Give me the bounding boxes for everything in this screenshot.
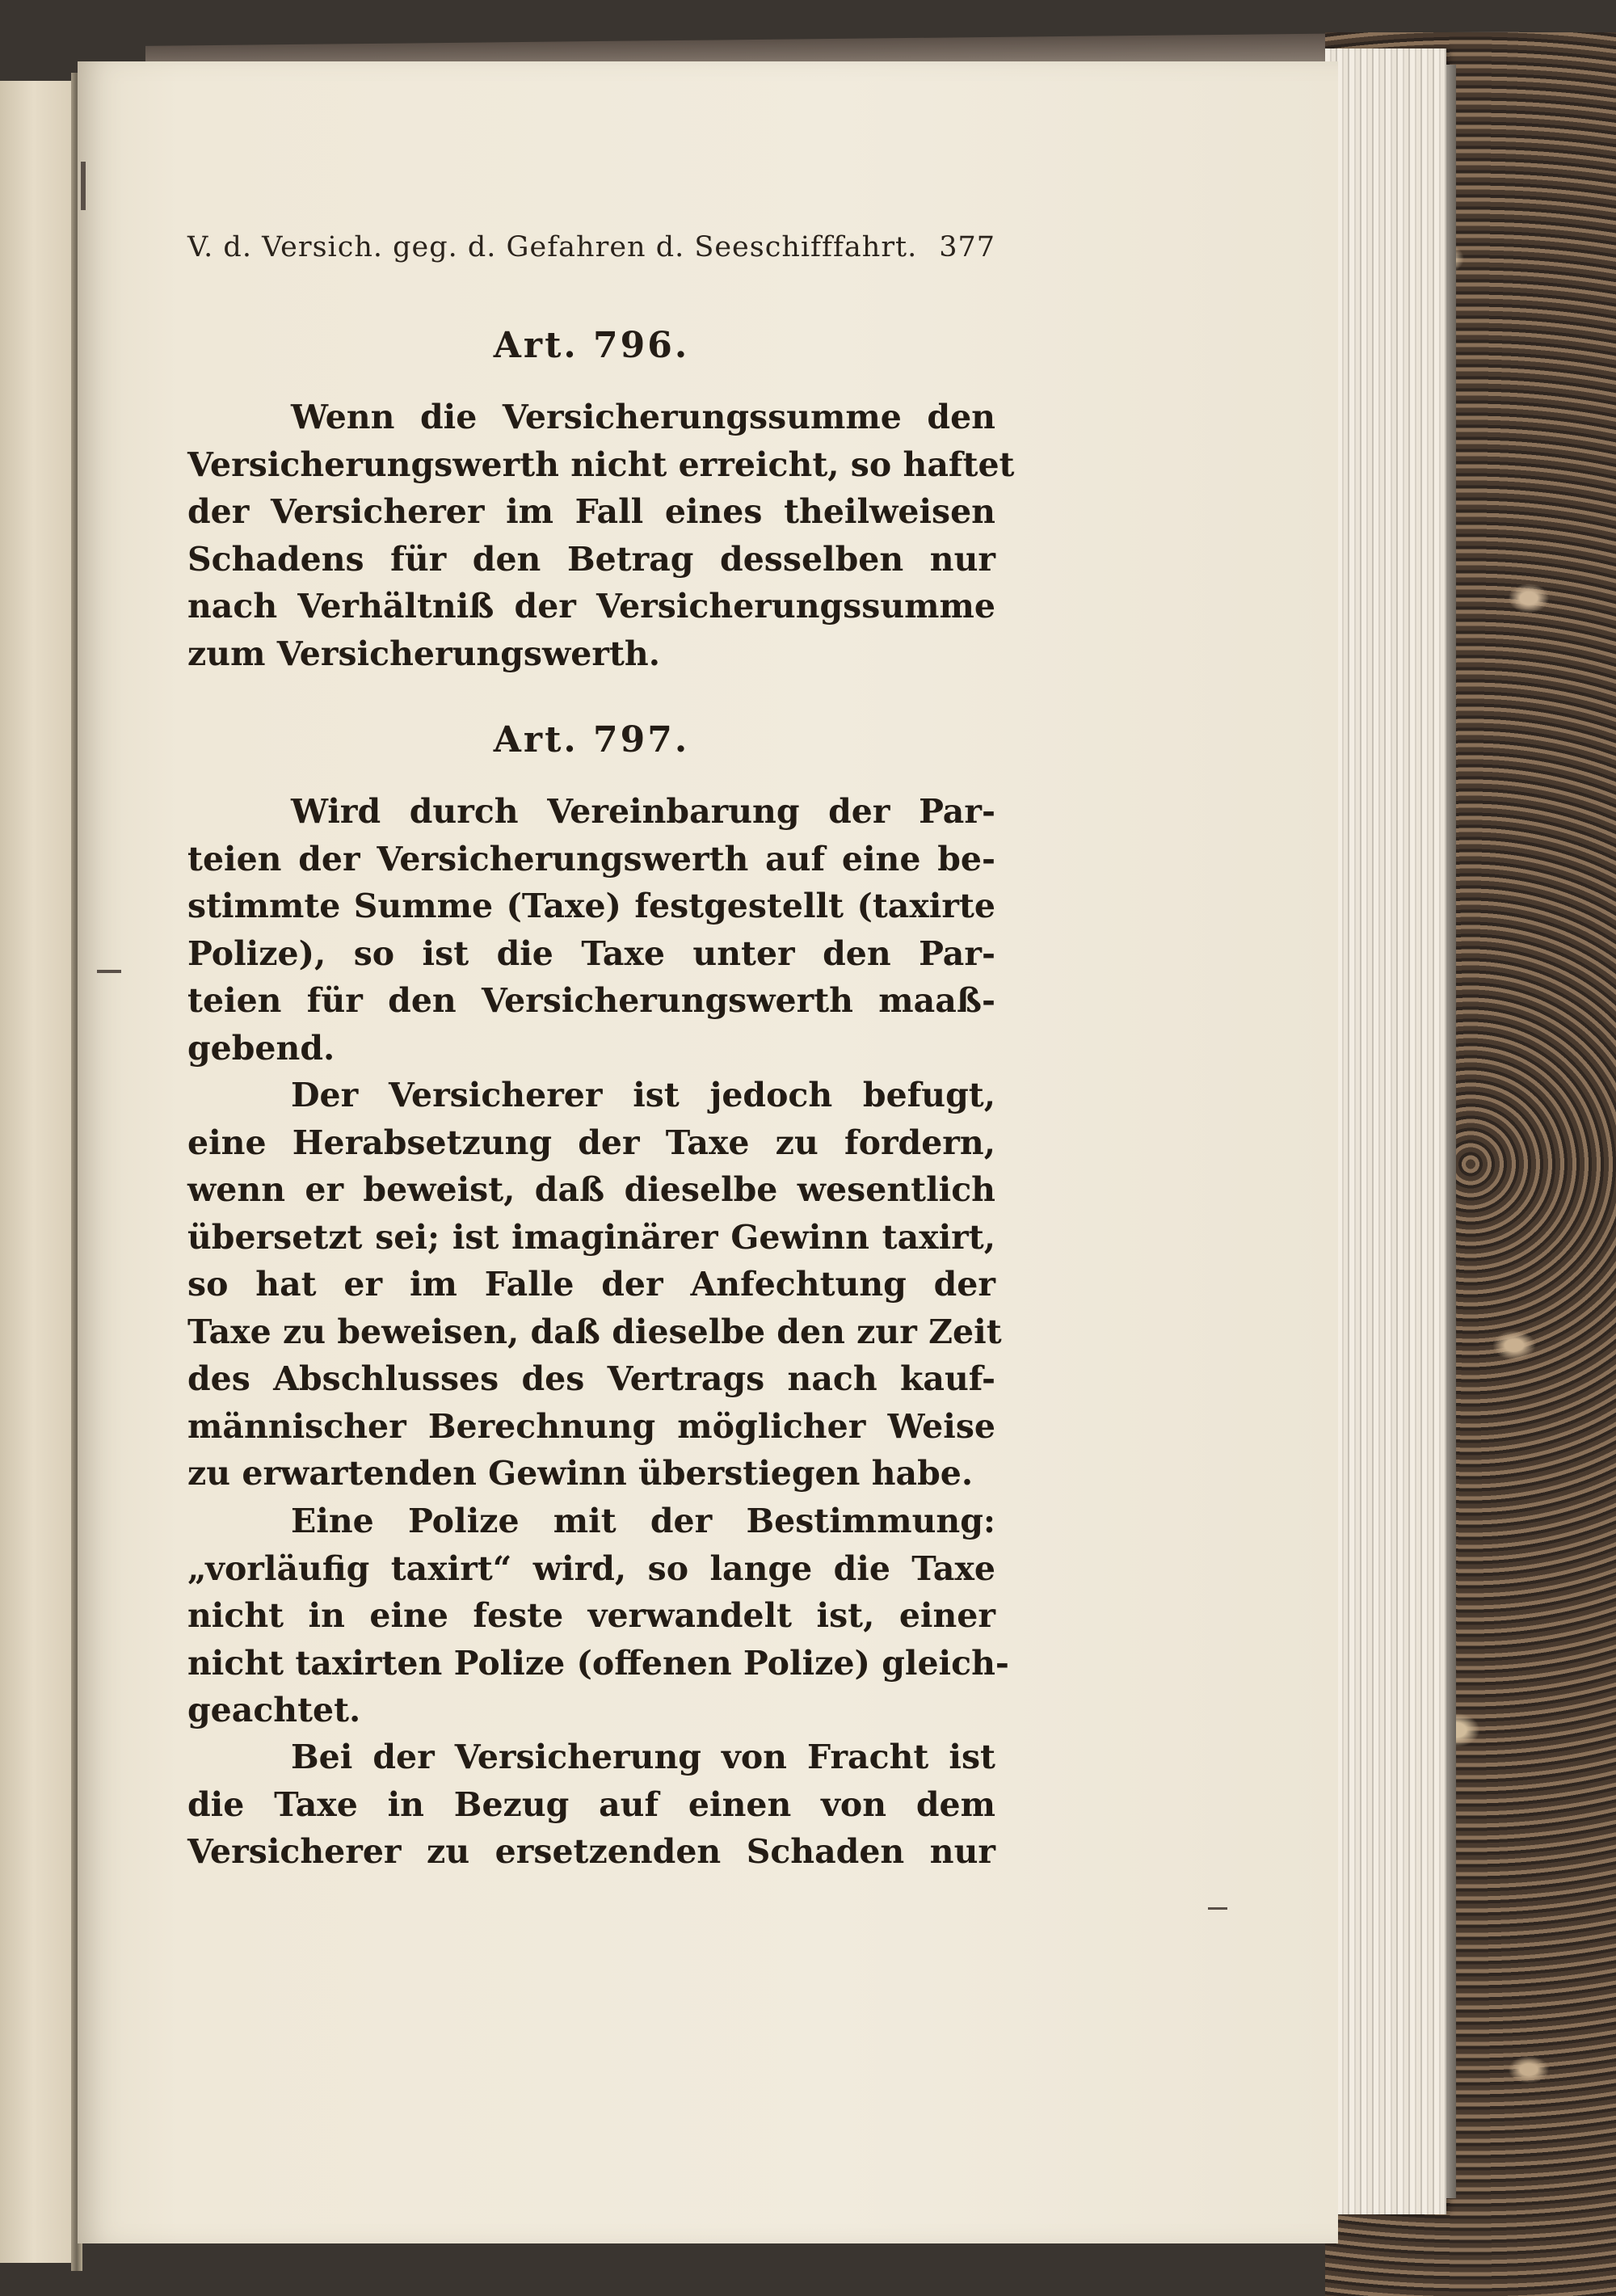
article-796-heading: Art. 796. <box>493 325 690 366</box>
text-line: gebend. <box>187 1028 335 1068</box>
text-line: Der Versicherer ist jedoch befugt, <box>291 1076 995 1114</box>
text-line: Versicherer zu ersetzenden Schaden nur <box>187 1832 995 1871</box>
article-797-heading: Art. 797. <box>493 719 690 760</box>
article-797-paragraph-2 <box>187 1072 1002 1498</box>
text-line: geachtet. <box>187 1691 361 1729</box>
text-line: Eine Polize mit der Bestimmung: <box>291 1502 995 1540</box>
page-number: 377 <box>939 231 995 263</box>
text-line: eine Herabsetzung der Taxe zu fordern, <box>187 1123 995 1162</box>
text-line: Wird durch Vereinbarung der Par- <box>291 792 995 831</box>
text-line: so hat er im Falle der Anfechtung der <box>187 1265 995 1304</box>
margin-mark <box>97 970 121 973</box>
article-797-paragraph-3 <box>187 1498 1009 1734</box>
text-line: des Abschlusses des Vertrags nach kauf- <box>187 1359 995 1398</box>
text-line: die Taxe in Bezug auf einen von dem <box>187 1784 995 1824</box>
article-797-paragraph-4 <box>187 1734 995 1876</box>
text-line: Schadens für den Betrag desselben nur <box>187 539 995 579</box>
article-797-paragraph-1 <box>187 788 995 1072</box>
text-line: Wenn die Versicherungssumme den <box>291 398 995 436</box>
text-line: teien der Versicherungswerth auf eine be- <box>187 839 995 878</box>
running-head-title: V. d. Versich. geg. d. Gefahren d. Seeschifffahrt. <box>187 231 918 263</box>
text-line: „vorläufig taxirt“ wird, so lange die Taxe <box>187 1548 995 1588</box>
text-line: nach Verhältniß der Versicherungssumme <box>187 587 995 626</box>
text-line: übersetzt sei; ist imaginärer Gewinn taxirt, <box>187 1217 995 1257</box>
text-line: stimmte Summe (Taxe) festgestellt (taxirte <box>187 887 995 925</box>
article-796-paragraph-1 <box>187 394 1015 677</box>
text-line: nicht in eine feste verwandelt ist, einer <box>187 1596 995 1635</box>
text-line: teien für den Versicherungswerth maaß- <box>187 981 995 1020</box>
margin-mark <box>1208 1907 1227 1910</box>
margin-mark <box>81 162 86 210</box>
text-line: nicht taxirten Polize (offenen Polize) gleich- <box>187 1643 1009 1683</box>
previous-page-edge <box>0 81 74 2263</box>
text-line: Taxe zu beweisen, daß dieselbe den zur Zeit <box>187 1312 1002 1351</box>
text-line: Versicherungswerth nicht erreicht, so haftet <box>187 444 1015 484</box>
text-line: Bei der Versicherung von Fracht ist <box>291 1738 995 1776</box>
running-header <box>187 231 995 280</box>
text-line: der Versicherer im Fall eines theilweisen <box>187 492 995 531</box>
text-line: zu erwartenden Gewinn überstiegen habe. <box>187 1454 974 1493</box>
page-edge-stack <box>1325 48 1446 2214</box>
text-line: männischer Berechnung möglicher Weise <box>187 1406 995 1446</box>
text-line: zum Versicherungswerth. <box>187 634 660 673</box>
text-line: wenn er beweist, daß dieselbe wesentlich <box>187 1170 995 1209</box>
text-line: Polize), so ist die Taxe unter den Par- <box>187 933 995 973</box>
